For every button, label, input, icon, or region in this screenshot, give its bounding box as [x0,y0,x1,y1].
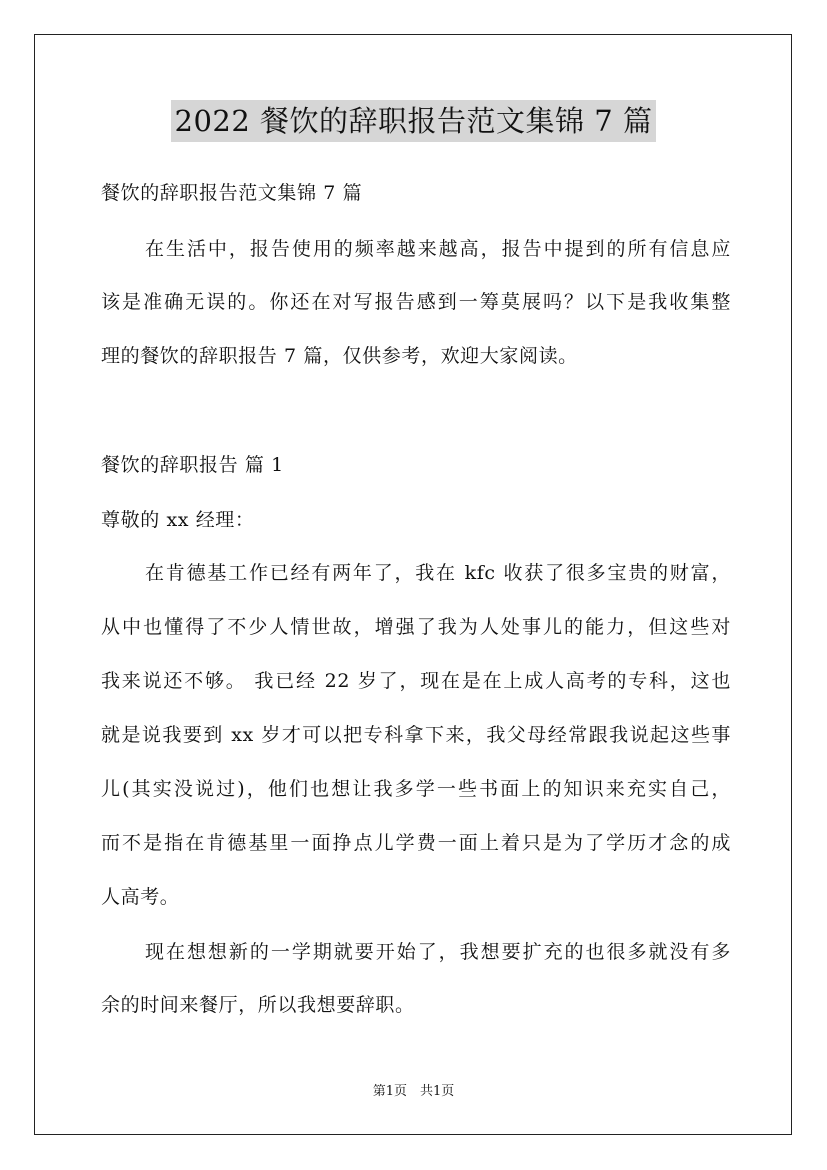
paragraph1-line-5: 儿(其实没说过)，他们也想让我多学一些书面上的知识来充实自己， [101,778,731,800]
paragraph1-line-7: 人高考。 [101,886,180,908]
intro-line-1: 在生活中，报告使用的频率越来越高，报告中提到的所有信息应 [145,238,731,260]
paragraph1-line-6: 而不是指在肯德基里一面挣点儿学费一面上着只是为了学历才念的成 [101,832,731,854]
title-container [0,100,827,142]
salutation: 尊敬的 xx 经理： [101,509,255,531]
paragraph1-line-2: 从中也懂得了不少人情世故，增强了我为人处事儿的能力，但这些对 [101,616,731,638]
paragraph2-line-2: 余的时间来餐厅，所以我想要辞职。 [101,994,415,1016]
section-heading: 餐饮的辞职报告 篇 1 [101,454,284,476]
paragraph2-line-1: 现在想想新的一学期就要开始了，我想要扩充的也很多就没有多 [145,941,731,963]
paragraph1-line-4: 就是说我要到 xx 岁才可以把专科拿下来，我父母经常跟我说起这些事 [101,724,731,746]
document-title: 2022 餐饮的辞职报告范文集锦 7 篇 [171,100,657,142]
intro-line-2: 该是准确无误的。你还在对写报告感到一筹莫展吗？以下是我收集整 [101,291,731,313]
paragraph1-line-3: 我来说还不够。 我已经 22 岁了，现在是在上成人高考的专科，这也 [101,670,731,692]
intro-line-3: 理的餐饮的辞职报告 7 篇，仅供参考，欢迎大家阅读。 [101,345,578,367]
page-footer: 第1页 共1页 [372,1084,455,1099]
document-subtitle: 餐饮的辞职报告范文集锦 7 篇 [101,182,363,204]
paragraph1-line-1: 在肯德基工作已经有两年了，我在 kfc 收获了很多宝贵的财富， [145,562,731,584]
